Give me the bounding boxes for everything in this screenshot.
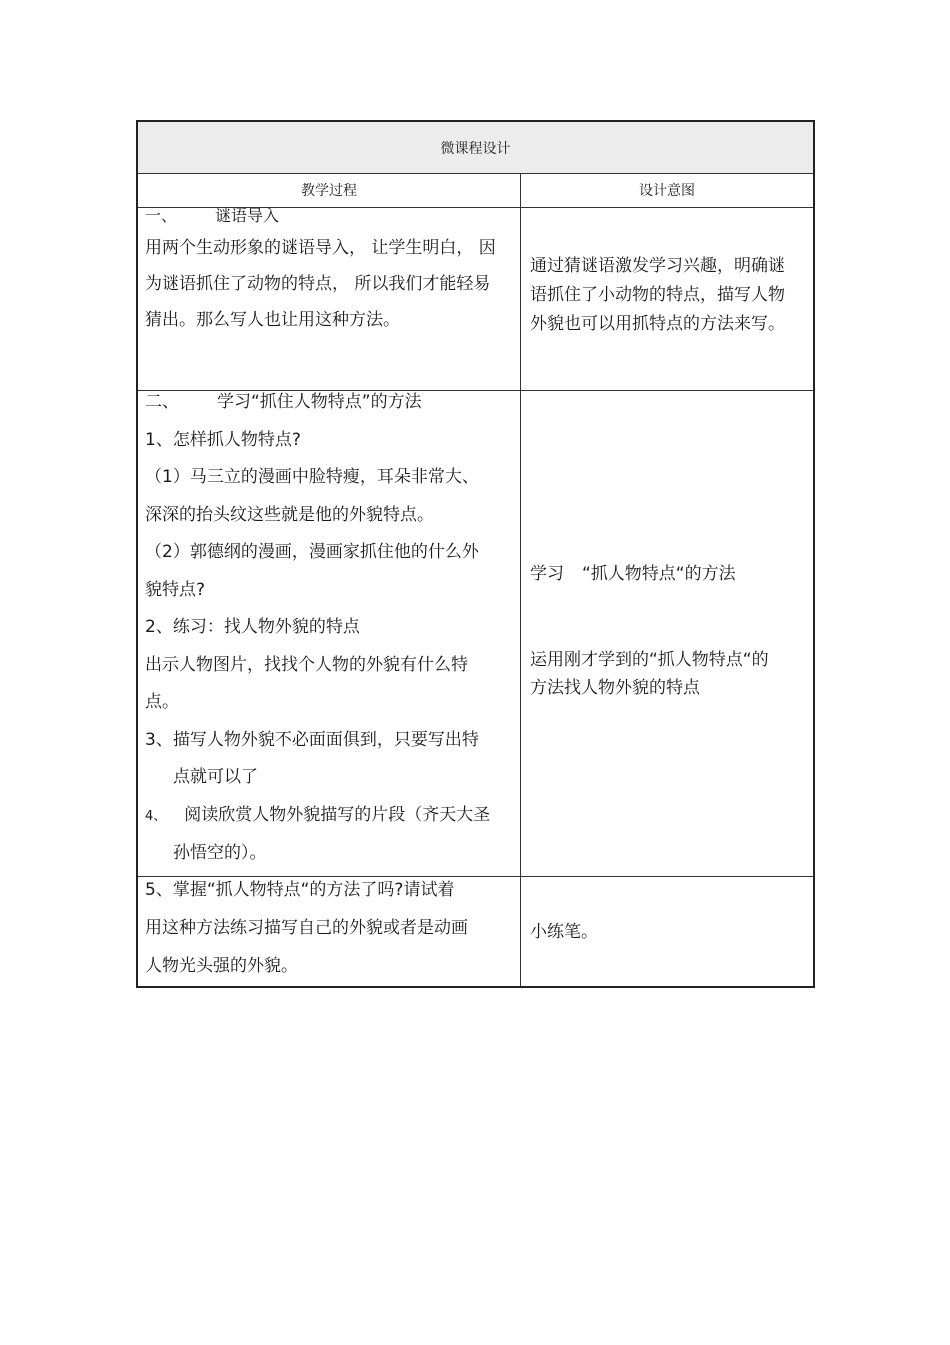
column-divider	[520, 173, 521, 986]
section2-q3-text-1: 描写人物外貌不必面面俱到，只要写出特	[172, 729, 479, 750]
section1-line-2: 为谜语抓住了动物的特点， 所以我们才能轻易	[145, 274, 491, 294]
section2-q2: 2、练习：找人物外貌的特点	[145, 617, 360, 637]
header-teaching-process-text: 教学过程	[301, 183, 357, 199]
section1-heading	[145, 202, 517, 230]
section2-q3-num: 3、	[145, 729, 173, 750]
section2-q1-line-1: （1）马三立的漫画中脸特瘦，耳朵非常大、	[145, 467, 479, 487]
header-design-intent-text: 设计意图	[639, 183, 695, 199]
section1-heading-num: 一、	[145, 206, 178, 225]
section1-line-3: 猜出。那么写人也让用这种方法。	[145, 310, 400, 330]
section2-intent-b-line-2: 方法找人物外貌的特点	[530, 678, 700, 698]
section1-intent-line-3: 外貌也可以用抓特点的方法来写。	[530, 314, 785, 334]
section2-q2-line-2: 点。	[145, 692, 179, 712]
section2-intent-b	[530, 646, 810, 702]
section3-line-1: 5、掌握“抓人物特点“的方法了吗?请试着	[145, 880, 455, 900]
section2-q4-line-1	[145, 797, 517, 836]
section2-intent-a-pre: 学习	[530, 564, 564, 584]
section3-line-2: 用这种方法练习描写自己的外貌或者是动画	[145, 918, 468, 938]
section2-intent-a	[530, 560, 810, 588]
section2-q1-line-2: 深深的抬头纹这些就是他的外貌特点。	[145, 504, 434, 525]
section2-q1-line-4: 貌特点?	[145, 579, 206, 600]
section2-q4-text-1: 阅读欣赏人物外貌描写的片段（齐天大圣	[184, 804, 491, 825]
section2-q3-line-2: 点就可以了	[173, 767, 258, 787]
section1-line-1: 用两个生动形象的谜语导入， 让学生明白， 因	[145, 238, 496, 258]
section2-q1-line-3: （2）郭德纲的漫画，漫画家抓住他的什么外	[145, 542, 479, 562]
section2-q4-line-2: 孙悟空的）。	[173, 843, 267, 863]
section2-heading-text: 学习“抓住人物特点”的方法	[217, 392, 422, 412]
section1-process-cell	[145, 202, 517, 338]
section3-process-cell	[145, 871, 517, 985]
section1-intent-cell	[530, 252, 810, 339]
section2-intent-a-line	[530, 560, 810, 588]
header-design-intent	[521, 173, 813, 207]
section2-process-cell	[145, 384, 517, 873]
section3-line-3: 人物光头强的外貌。	[145, 956, 298, 976]
section2-q3-line-1	[145, 722, 517, 760]
section2-q1: 1、怎样抓人物特点?	[145, 429, 301, 450]
section2-q2-line-1: 出示人物图片，找找个人物的外貌有什么特	[145, 654, 468, 675]
table-title	[138, 122, 813, 174]
section3-intent-cell	[530, 918, 810, 946]
table-title-text: 微课程设计	[440, 140, 511, 157]
section2-intent-a-post: “抓人物特点“的方法	[582, 564, 736, 584]
section2-heading-num: 二、	[145, 392, 179, 412]
section1-heading-text: 谜语导入	[215, 206, 280, 225]
lesson-design-table	[136, 120, 815, 988]
section3-intent-text: 小练笔。	[530, 922, 598, 942]
section2-heading	[145, 384, 517, 422]
section1-intent-line-1: 通过猜谜语激发学习兴趣，明确谜	[530, 256, 785, 276]
section2-intent-b-line-1: 运用刚才学到的“抓人物特点“的	[530, 650, 769, 670]
section1-intent-line-2: 语抓住了小动物的特点，描写人物	[530, 285, 785, 305]
section2-q4-num: 4、	[145, 808, 167, 824]
